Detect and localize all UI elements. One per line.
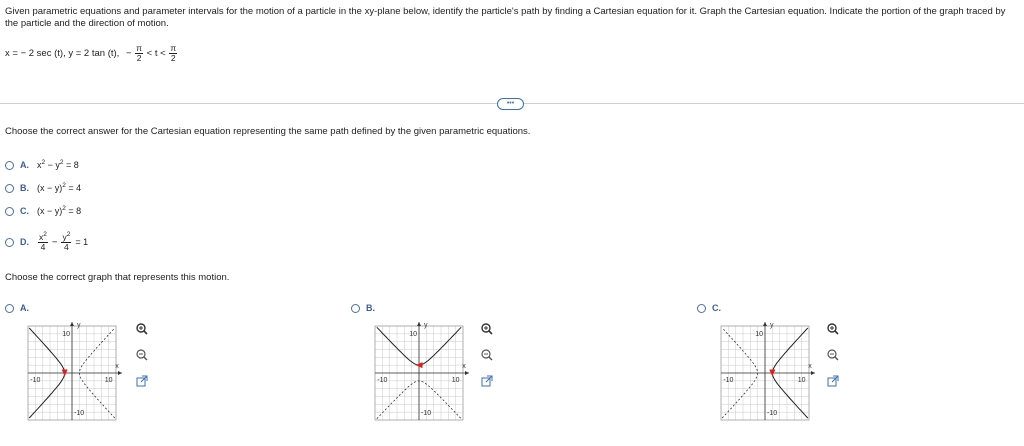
graph-a-tools [135,322,149,388]
zoom-out-icon[interactable] [480,348,494,362]
zoom-out-icon[interactable] [826,348,840,362]
y-tick-label: 10 [409,330,417,338]
external-link-icon[interactable] [480,374,494,388]
interval-middle: < t < [146,48,166,59]
y-axis-label: y [77,322,81,329]
x-axis-arrow [465,371,469,375]
x-axis-label: x [115,363,119,370]
hyperbola-graph-b[interactable] [361,318,479,426]
answer-option-d[interactable]: D. $\frac{x^2}{4}$ − $\frac{y^2}{4}$ = 1 [5,230,88,254]
radio-button[interactable] [5,207,14,216]
expand-more-button[interactable]: ••• [497,98,524,110]
external-link-icon[interactable] [826,374,840,388]
x-tick-label: -10 [377,377,388,384]
x-tick-label: 10 [104,377,113,384]
y-tick-label: 10 [62,330,70,338]
radio-button[interactable] [5,161,14,170]
hyperbola-graph-c[interactable] [707,318,825,426]
answer-option-c[interactable]: C. $(x - y)^2 = 8$ [5,204,81,218]
graph-option-b[interactable]: B. [351,301,383,315]
graph-option-c[interactable]: C. [697,301,729,315]
x-axis-label: x [808,363,812,370]
parametric-equations [5,44,178,72]
graph-b[interactable] [361,318,479,429]
x-tick-label: -10 [723,377,734,384]
y-axis-arrow [763,322,767,326]
y-tick-label: 10 [755,330,763,338]
equation-text: x = − 2 sec (t), y = 2 tan (t), [5,48,120,59]
zoom-in-icon[interactable] [480,322,494,336]
zoom-in-icon[interactable] [135,322,149,336]
y-axis-arrow [417,322,421,326]
y-axis-label: y [424,322,428,329]
zoom-out-icon[interactable] [135,348,149,362]
external-link-icon[interactable] [135,374,149,388]
y-tick-label: -10 [74,410,85,418]
lower-bound-sign: − [125,48,132,59]
y-axis-label: y [770,322,774,329]
x-tick-label: 10 [797,377,806,384]
x-tick-label: 10 [451,377,460,384]
question-cartesian: Choose the correct answer for the Cartesian equation representing the same path defined by the given parametric equations. [5,126,531,137]
radio-button[interactable] [5,304,14,313]
y-axis-arrow [70,322,74,326]
x-axis-arrow [118,371,122,375]
graph-a[interactable] [14,318,132,429]
radio-button[interactable] [5,184,14,193]
graph-c-tools [826,322,840,388]
graph-b-tools [480,322,494,388]
problem-prompt: Given parametric equations and parameter intervals for the motion of a particle in the xy-plane below, identify the particle's path by finding a Cartesian equation for it. Graph the Cartesian equation. Indicate the portion of the graph traced by the particle and the direction of motion. [5,6,1006,29]
graph-c[interactable] [707,318,825,429]
x-axis-label: x [462,363,466,370]
y-tick-label: -10 [421,410,432,418]
answer-option-a[interactable]: A. $x^2 - y^2 = 8$ [5,158,79,172]
graph-option-a[interactable]: A. [5,301,37,315]
x-tick-label: -10 [30,377,41,384]
radio-button[interactable] [5,238,14,247]
hyperbola-graph-a[interactable] [14,318,132,426]
lower-bound-fraction: $\frac{\pi}{2}$ [136,43,143,63]
zoom-in-icon[interactable] [826,322,840,336]
radio-button[interactable] [697,304,706,313]
question-graph: Choose the correct graph that represents this motion. [5,272,230,283]
upper-bound-fraction: $\frac{\pi}{2}$ [170,43,177,63]
x-axis-arrow [811,371,815,375]
answer-option-b[interactable]: B. $(x - y)^2 = 4$ [5,181,81,195]
radio-button[interactable] [351,304,360,313]
y-tick-label: -10 [767,410,778,418]
